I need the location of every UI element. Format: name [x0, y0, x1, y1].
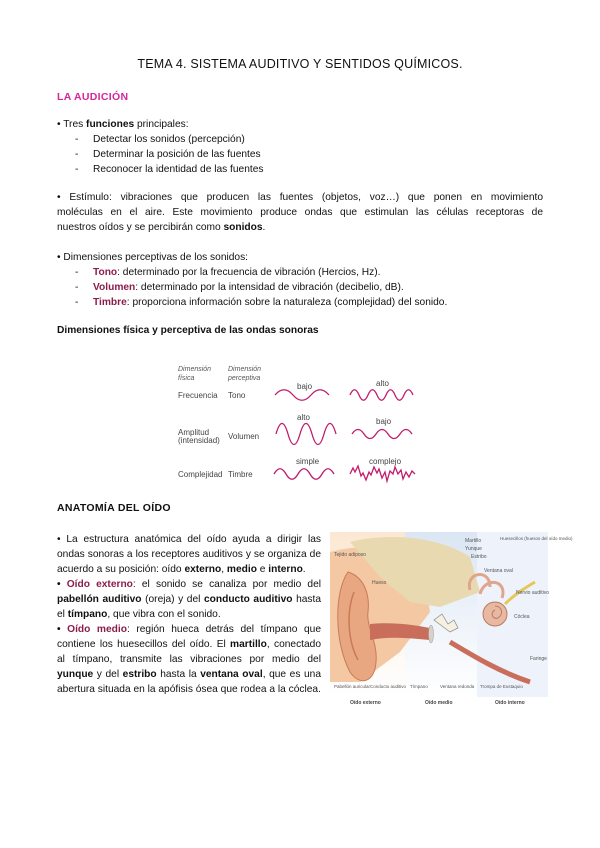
wave-high-amplitude — [276, 424, 336, 445]
label-tejido: Tejido adiposo — [334, 552, 366, 558]
label-coclea: Cóclea — [514, 614, 530, 620]
label-timpano: Tímpano — [410, 684, 428, 689]
anatomy-paragraph-2: • Oído externo: el sonido se canaliza por medio del pabellón auditivo (oreja) y del conducto auditivo hasta el tímpano, que vibra con el sonido. — [57, 579, 321, 620]
page-title: TEMA 4. SISTEMA AUDITIVO Y SENTIDOS QUÍMICOS. — [137, 57, 463, 71]
wave-label: bajo — [297, 382, 313, 391]
label-conducto: Conducto auditivo — [370, 684, 407, 689]
row-physical: Amplitud — [178, 428, 210, 437]
anatomy-text — [57, 532, 321, 697]
wave-label: complejo — [369, 457, 402, 466]
label-nervio: Nervio auditivo — [516, 590, 550, 596]
wave-label: simple — [296, 457, 320, 466]
label-faringe: Faringe — [530, 656, 547, 662]
stimulus-paragraph: • Estímulo: vibraciones que producen las fuentes (objetos, voz…) que ponen en movimiento moléculas en el aire. Este movimiento produce ondas que estimulan las células receptoras de nuestros oídos y se percibirán como sonidos. — [57, 192, 543, 233]
ear-anatomy-illustration — [330, 532, 573, 710]
list-item: - Reconocer la identidad de las fuentes — [75, 164, 264, 175]
label-hueso: Hueso — [372, 580, 387, 586]
row-physical: Complejidad — [178, 470, 223, 479]
label-yunque: Yunque — [465, 546, 482, 552]
label-ventana-oval: Ventana oval — [484, 568, 513, 574]
wave-low-frequency — [275, 390, 329, 401]
wave-label: alto — [376, 379, 389, 388]
dimensions-intro: • Dimensiones perceptivas de los sonidos: — [57, 252, 249, 263]
list-item: - Volumen: determinado por la intensidad de vibración (decibelio, dB). — [75, 282, 404, 293]
label-trompa: Trompa de Eustaquio — [480, 684, 523, 689]
anatomy-paragraph-3: • Oído medio: región hueca detrás del tímpano que contiene los huesecillos del oído. El martillo, conectado al tímpano, transmite las vibraciones por medio del yunque y del estribo hasta la ventana oval, que es una abertura situada en la apófisis ósea que rodea a la cóclea. — [57, 624, 322, 695]
wave-simple — [274, 469, 334, 480]
figure-heading: Dimensiones física y perceptiva de las ondas sonoras — [57, 325, 319, 336]
list-item: - Timbre: proporciona información sobre la naturaleza (complejidad) del sonido. — [75, 297, 448, 308]
label-pabellon: Pabellón auricular — [334, 684, 371, 689]
sound-waves-figure — [170, 362, 430, 492]
col2-header-line2: perceptiva — [228, 375, 261, 382]
anatomy-paragraph-1: • La estructura anatómica del oído ayuda a dirigir las ondas sonoras a los receptores auditivos y se organiza de acuerdo a su posición: oído externo, medio e interno. — [57, 534, 321, 575]
list-item: - Detectar los sonidos (percepción) — [75, 134, 245, 145]
list-item: - Determinar la posición de las fuentes — [75, 149, 261, 160]
label-oido-medio: Oído medio — [425, 700, 453, 706]
wave-low-amplitude — [352, 430, 412, 439]
wave-label: bajo — [376, 417, 392, 426]
col1-header-line1: Dimensión — [178, 366, 212, 373]
wave-label: alto — [297, 413, 310, 422]
label-estribo: Estribo — [471, 554, 487, 560]
col2-header-line1: Dimensión — [228, 366, 262, 373]
wave-complex — [350, 466, 415, 481]
row-perceptual: Tono — [228, 391, 246, 400]
list-item: - Tono: determinado por la frecuencia de vibración (Hercios, Hz). — [75, 267, 381, 278]
row-physical: Frecuencia — [178, 391, 218, 400]
label-martillo: Martillo — [465, 538, 482, 544]
row-perceptual: Volumen — [228, 432, 260, 441]
label-ventana-redonda: Ventana redonda — [440, 684, 475, 689]
label-oido-externo: Oído externo — [350, 700, 381, 706]
label-oido-interno: Oído interno — [495, 700, 525, 706]
row-perceptual: Timbre — [228, 470, 253, 479]
functions-intro: • Tres funciones principales: — [57, 119, 189, 130]
section-heading-audicion: LA AUDICIÓN — [57, 91, 129, 103]
wave-high-frequency — [350, 390, 413, 401]
section-heading-anatomia: ANATOMÍA DEL OÍDO — [57, 502, 171, 514]
label-huesecillos: Huesecillos (huesos del oído medio) — [500, 536, 573, 541]
col1-header-line2: física — [178, 375, 195, 382]
row-physical: (intensidad) — [178, 436, 220, 445]
